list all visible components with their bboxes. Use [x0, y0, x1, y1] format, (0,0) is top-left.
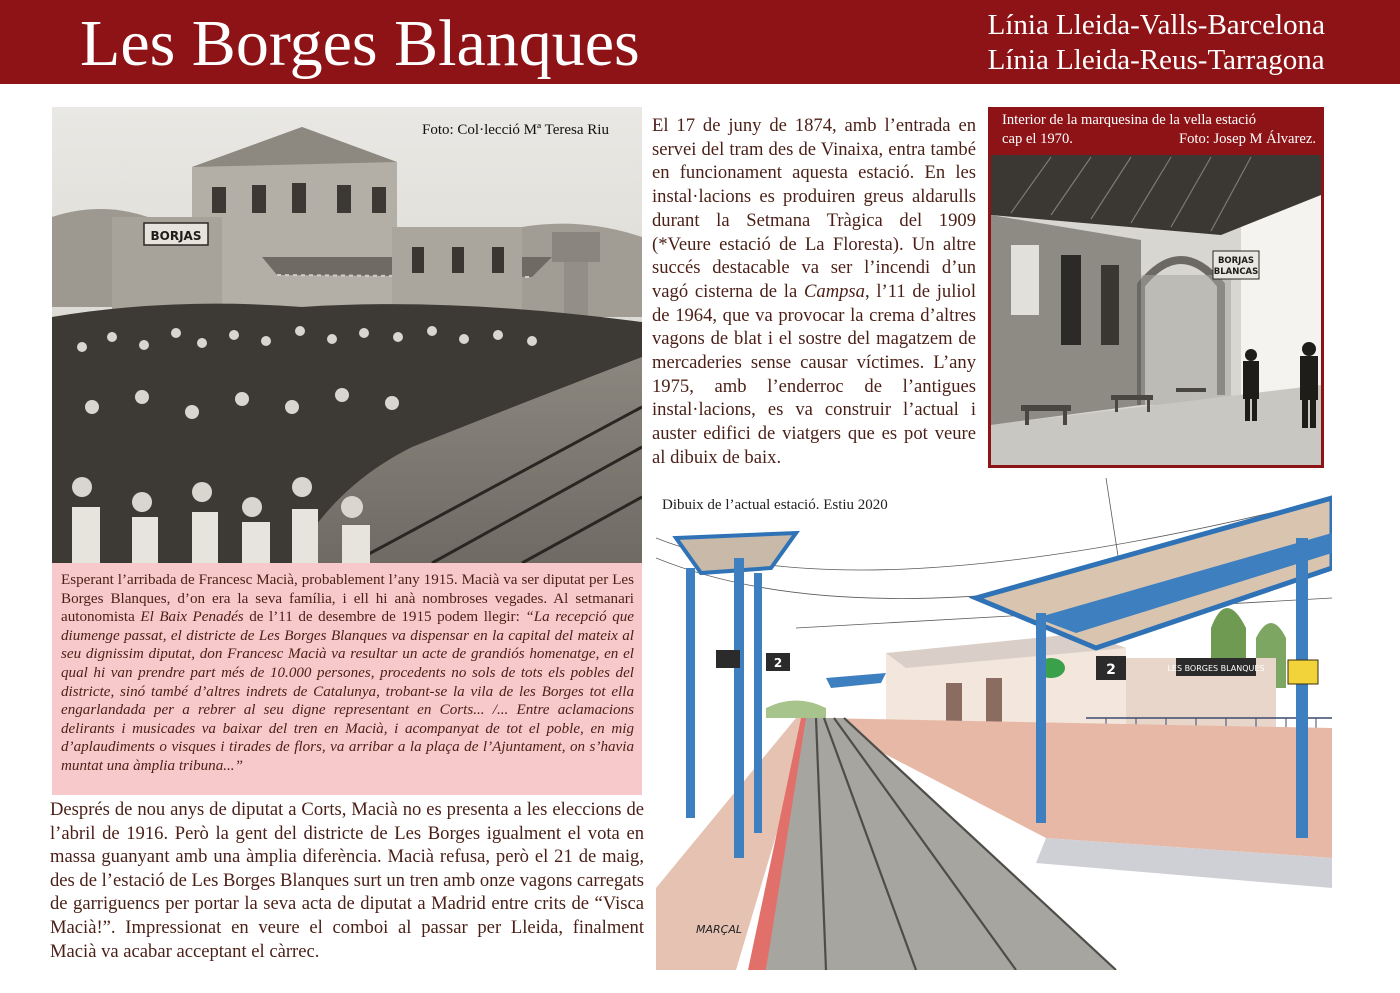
railway-line-1: Línia Lleida-Valls-Barcelona: [987, 9, 1325, 41]
canopy-photo: [991, 155, 1321, 465]
canopy-caption-date: cap el 1970.: [1002, 131, 1073, 147]
canopy-interior-illustration: [991, 155, 1321, 465]
platform-number-left: 2: [773, 656, 783, 670]
historic-station-photo: [52, 107, 642, 563]
canopy-photo-panel: [988, 107, 1324, 468]
page-title: Les Borges Blanques: [80, 7, 640, 80]
body-text-middle: [652, 114, 976, 470]
railway-line-2: Línia Lleida-Reus-Tarragona: [987, 44, 1325, 76]
artist-signature: MARÇAL: [696, 923, 742, 936]
body-middle-part-b: , l’11 de juliol de 1964, que va provocar la crema d’altres vagons de blat i el sostre del magatzem de mercaderies sense causar víctimes. L’any 1975, amb l’enderroc de l’antigues instal·lacions, es va construir l’actual i auster edifici de viatgers que es pot veure al dibuix de baix.: [652, 280, 976, 468]
body-text-left: Després de nou anys de diputat a Corts, Macià no es presenta a les eleccions de l’abril de 1916. Però la gent del districte de Les Borges igualment el vota en massa guanyant amb una àmplia diferència. Macià refusa, però el 21 de maig, des de l’estació de Les Borges Blanques surt un tren amb onze vagons carregats de garriguencs per portar la seva acta de diputat a Madrid entre crits de “Visca Macià!”. Impressionat en veure el comboi al passar per Lleida, finalment Macià va acabar acceptant el càrrec.: [50, 799, 644, 962]
canopy-caption-credit: Foto: Josep M Álvarez.: [1178, 131, 1316, 147]
platform-number-right: 2: [1106, 662, 1116, 678]
historic-station-illustration: [52, 107, 642, 563]
station-sign-text: BORJAS: [150, 229, 202, 243]
historic-photo-caption: [52, 563, 642, 795]
canopy-caption-line-1: Interior de la marquesina de la vella estació: [1002, 112, 1257, 128]
body-middle-part-a: El 17 de juny de 1874, amb l’entrada en servei del tram des de Vinaixa, entra també en funcionament aquesta estació. En les instal·lacions es produiren greus aldarulls durant la Setmana Tràgica del 1909 (*Veure estació de La Floresta). Un altre succés destacable va ser l’incendi d’un vagó cisterna de la: [652, 115, 976, 302]
platform-sign-left-a: [716, 650, 740, 668]
caption-intro-a: Esperant l’arribada de Francesc Macià, probablement l’any 1915. Macià va ser diputat per Les Borges Blanques, d’on era la seva família, i ell hi anà nombroses vegades. Al setmanari autonomista: [61, 572, 634, 626]
station-name-sign: LES BORGES BLANQUES: [1167, 664, 1265, 673]
photo-credit-left: Foto: Col·lecció Mª Teresa Riu: [422, 122, 609, 138]
body-middle-campsa: Campsa: [804, 280, 865, 302]
drawing-caption: Dibuix de l’actual estació. Estiu 2020: [662, 497, 888, 513]
caption-publication: El Baix Penadés: [140, 609, 244, 626]
current-station-drawing: [656, 478, 1332, 970]
railway-lines: [988, 8, 1325, 78]
canopy-sign-line-2: BLANCAS: [1213, 267, 1259, 277]
current-station-illustration: [656, 478, 1332, 970]
page-header: [0, 0, 1400, 84]
caption-intro-b: de l’11 de desembre de 1915 podem llegir:: [243, 609, 520, 626]
canopy-sign-line-1: BORJAS: [1217, 256, 1255, 266]
caption-quote: “La recepció que diumenge passat, el districte de Les Borges Blanques va dispensar en la capital del mateix al seu dignissim diputat, don Francesc Macià va resultar un acte de grandiós homenatge, en el qual hi van prendre part més de 10.000 persones, procedents no sols de tots els pobles del districte, sinó també d’altres indrets de Catalunya, trobant-se la vila de les Borges tot ella engarlandada per a rebrer al seu digne representant en Corts... /... Entre aclamacions delirants i musicades va baixar del tren en Macià, i acompanyat de tot el poble, en mig d’aplaudiments o visques i tirades de flors, va arribar a la plaça de l’Ajuntament, on s’havia muntat una àmplia tribuna...”: [61, 609, 634, 774]
canopy-photo-caption: [1002, 111, 1316, 149]
